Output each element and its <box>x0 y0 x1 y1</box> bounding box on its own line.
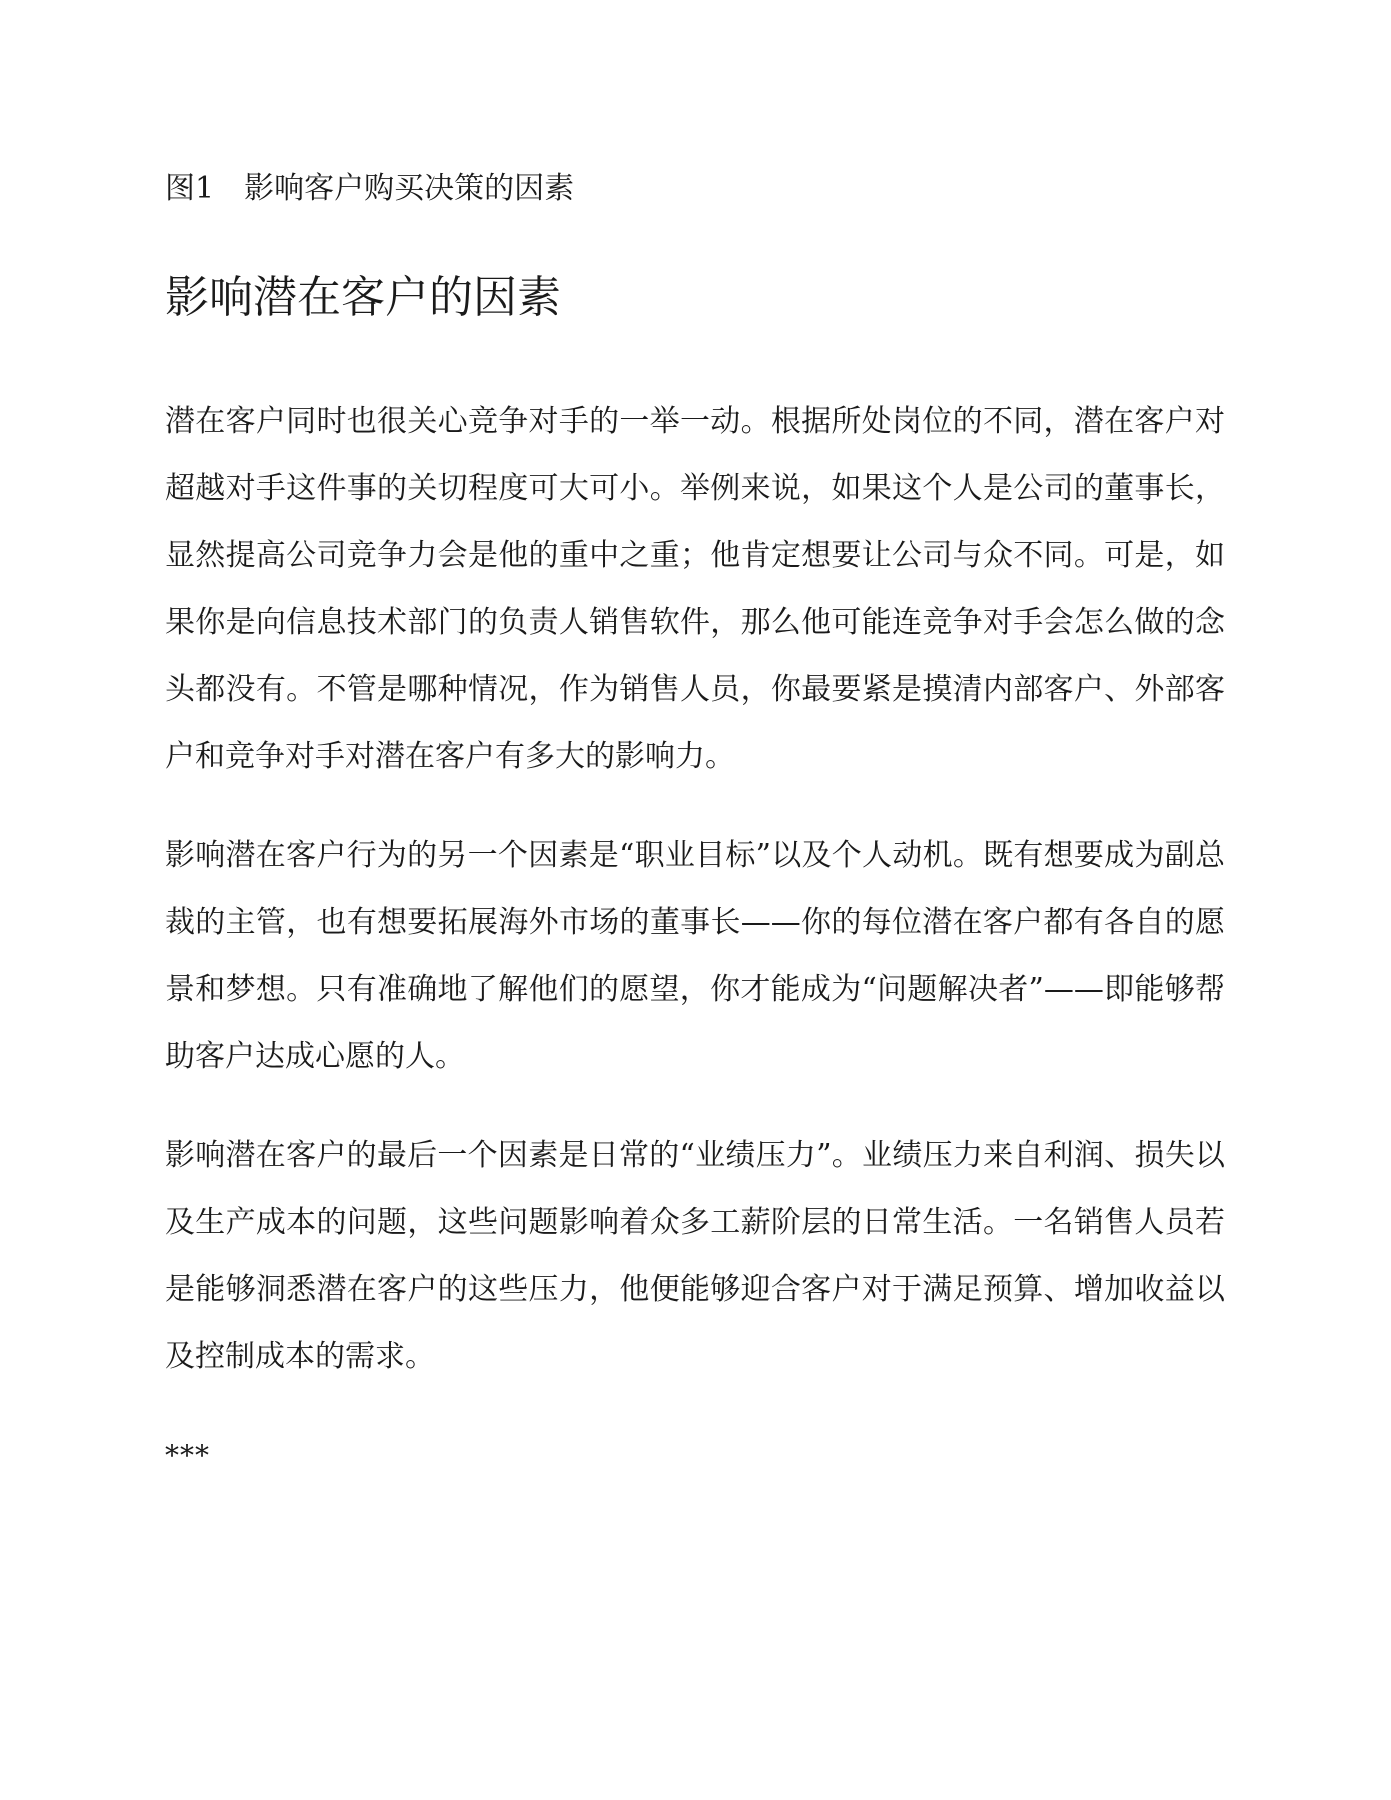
paragraph-performance-pressure: 影响潜在客户的最后一个因素是日常的“业绩压力”。业绩压力来自利润、损失以及生产成本的问题，这些问题影响着众多工薪阶层的日常生活。一名销售人员若是能够洞悉潜在客户的这些压力，他便能够迎合客户对于满足预算、增加收益以及控制成本的需求。 <box>165 1138 1225 1374</box>
figure-caption: 图1 影响客户购买决策的因素 <box>165 171 575 206</box>
paragraph-career-goals: 影响潜在客户行为的另一个因素是“职业目标”以及个人动机。既有想要成为副总裁的主管，也有想要拓展海外市场的董事长——你的每位潜在客户都有各自的愿景和梦想。只有准确地了解他们的愿望，你才能成为“问题解决者”——即能够帮助客户达成心愿的人。 <box>165 838 1225 1074</box>
section-separator: *** <box>165 1439 210 1472</box>
document-page <box>165 168 1225 1476</box>
section-heading: 影响潜在客户的因素 <box>165 272 561 323</box>
paragraph-competitors: 潜在客户同时也很关心竞争对手的一举一动。根据所处岗位的不同，潜在客户对超越对手这件事的关切程度可大可小。举例来说，如果这个人是公司的董事长，显然提高公司竞争力会是他的重中之重；他肯定想要让公司与众不同。可是，如果你是向信息技术部门的负责人销售软件，那么他可能连竞争对手会怎么做的念头都没有。不管是哪种情况，作为销售人员，你最要紧是摸清内部客户、外部客户和竞争对手对潜在客户有多大的影响力。 <box>165 404 1225 774</box>
